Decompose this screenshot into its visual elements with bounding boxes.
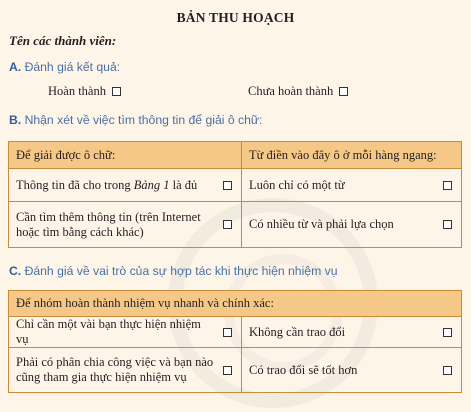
table-row	[9, 169, 462, 202]
option-incomplete[interactable]	[248, 84, 348, 99]
cell-content	[16, 355, 234, 385]
section-a-heading	[9, 60, 120, 74]
option-complete-label: Hoàn thành	[48, 84, 106, 98]
cell-text: Có trao đổi sẽ tốt hơn	[249, 362, 358, 377]
cell-text-part: là đủ	[169, 177, 198, 192]
cell-text-part: Thông tin đã cho trong	[16, 177, 134, 192]
cell-content	[16, 317, 234, 347]
table-row	[9, 348, 462, 393]
cell-content	[249, 363, 454, 378]
cell-content	[249, 217, 454, 232]
table-cell	[9, 317, 242, 348]
section-c-letter: C.	[9, 264, 22, 278]
section-c-table	[8, 290, 462, 393]
cell-content	[249, 325, 454, 340]
table-row	[9, 317, 462, 348]
table-cell	[9, 169, 242, 202]
checkbox-b-one-word[interactable]	[443, 181, 452, 190]
checkbox-c-discuss-better[interactable]	[443, 366, 452, 375]
section-b-heading	[9, 113, 262, 127]
section-b-letter: B.	[9, 113, 22, 127]
cell-text: Có nhiều từ và phải lựa chọn	[249, 217, 394, 231]
table-cell	[242, 317, 462, 348]
page-title: BẢN THU HOẠCH	[176, 10, 295, 25]
section-c-header: Để nhóm hoàn thành nhiệm vụ nhanh và chính xác:	[9, 291, 462, 317]
table-cell	[242, 348, 462, 393]
checkbox-c-few-members[interactable]	[223, 328, 232, 337]
section-c-header-row	[9, 291, 462, 317]
checkbox-c-no-discussion[interactable]	[443, 328, 452, 337]
table-cell	[9, 348, 242, 393]
table-row	[9, 202, 462, 248]
checkbox-b-many-words[interactable]	[443, 220, 452, 229]
option-complete[interactable]	[48, 84, 121, 99]
section-c-heading	[9, 264, 337, 278]
section-b-header-row	[9, 142, 462, 169]
option-incomplete-label: Chưa hoàn thành	[248, 84, 334, 98]
cell-text	[16, 178, 197, 193]
cell-content	[16, 210, 234, 240]
cell-text-emphasis: Bảng 1	[133, 177, 170, 192]
cell-content	[249, 178, 454, 193]
checkbox-incomplete[interactable]	[339, 87, 348, 96]
checkbox-b-need-more[interactable]	[223, 220, 232, 229]
section-b-right-header: Từ điền vào đây ô ở mỗi hàng ngang:	[242, 142, 462, 169]
section-b-text: Nhận xét về việc tìm thông tin để giải ô chữ:	[24, 113, 263, 127]
cell-content	[16, 178, 234, 193]
members-label: Tên các thành viên:	[9, 33, 117, 48]
section-c-text: Đánh giá về vai trò của sự hợp tác khi thực hiện nhiệm vụ	[24, 264, 338, 278]
section-a-letter: A.	[9, 60, 22, 74]
cell-text: Không cần trao đổi	[249, 324, 346, 339]
cell-text: Luôn chỉ có một từ	[249, 177, 345, 192]
section-b-table	[8, 141, 462, 248]
cell-text: Phải có phân chia công việc và bạn nào cũng tham gia thực hiện nhiệm vụ	[16, 355, 214, 384]
section-a-text: Đánh giá kết quả:	[24, 60, 121, 74]
table-cell	[242, 169, 462, 202]
table-cell	[9, 202, 242, 248]
section-b-left-header: Để giải được ô chữ:	[9, 142, 242, 169]
cell-text: Chỉ cần một vài bạn thực hiện nhiệm vụ	[16, 317, 201, 346]
checkbox-complete[interactable]	[112, 87, 121, 96]
cell-text: Cần tìm thêm thông tin (trên Internet hoặc tìm bằng cách khác)	[16, 209, 201, 239]
checkbox-b-info-enough[interactable]	[223, 181, 232, 190]
checkbox-c-divide-work[interactable]	[223, 366, 232, 375]
table-cell	[242, 202, 462, 248]
